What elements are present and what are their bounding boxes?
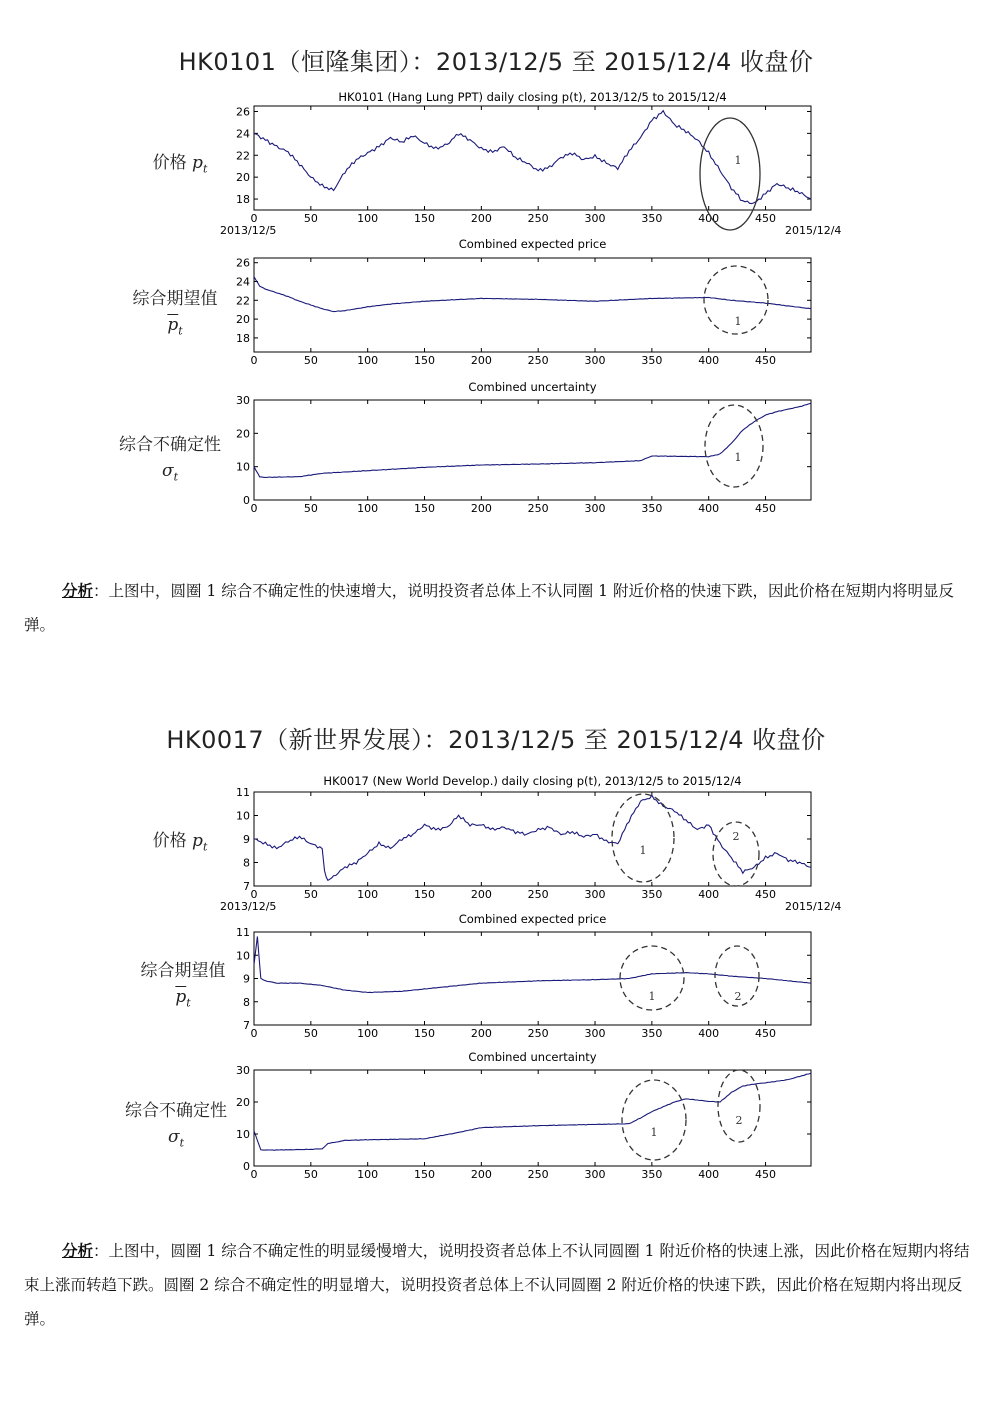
price-chart: [0, 766, 992, 916]
y-tick-label: 30: [236, 1064, 250, 1077]
analysis-paragraph: [24, 1234, 972, 1336]
analysis-keyword: 分析: [62, 581, 94, 600]
x-tick-label: 150: [414, 212, 436, 225]
x-tick-label: 50: [303, 1168, 318, 1181]
x-tick-label: 450: [755, 354, 777, 367]
section-title: HK0017（新世界发展）：2013/12/5 至 2015/12/4 收盘价: [166, 726, 826, 754]
x-tick-label: 50: [303, 212, 318, 225]
x-tick-label: 350: [641, 502, 663, 515]
x-tick-label: 400: [698, 1168, 720, 1181]
uncertainty-chart: [0, 1050, 992, 1180]
x-tick-label: 100: [357, 212, 379, 225]
x-tick-label: 150: [414, 354, 436, 367]
y-tick-label: 11: [236, 786, 250, 799]
y-tick-label: 8: [243, 856, 250, 870]
x-tick-label: 300: [584, 354, 606, 367]
x-tick-label: 250: [527, 888, 549, 901]
x-tick-label: 300: [584, 212, 606, 225]
panel-title: Combined expected price: [458, 912, 607, 926]
x-tick-label: 50: [303, 888, 318, 901]
x-tick-label: 150: [414, 1168, 436, 1181]
y-tick-label: 20: [236, 1096, 250, 1109]
y-tick-label: 7: [243, 880, 250, 893]
price-label-text: 价格: [152, 153, 187, 173]
x-tick-label: 350: [641, 888, 663, 901]
y-tick-label: 26: [236, 256, 250, 270]
x-tick-label: 0: [250, 212, 258, 225]
y-tick-label: 10: [236, 1128, 250, 1141]
x-tick-label: 250: [527, 1027, 549, 1040]
uncertainty-label-sub: t: [173, 470, 179, 484]
x-tick-label: 250: [527, 354, 549, 367]
expected-label-symbol: $\overline{p}$: [175, 987, 187, 1007]
analysis-text: ：上图中，圆圈 1 综合不确定性的快速增大，说明投资者总体上不认同圈 1 附近价格的快速下跌，因此价格在短期内将明显反弹。: [24, 582, 954, 634]
axes-frame: [254, 932, 811, 1025]
circle-label: 1: [734, 154, 742, 167]
x-tick-label: 200: [470, 354, 492, 367]
price-label-symbol: p: [192, 153, 203, 173]
expected-price-chart: [0, 912, 992, 1042]
y-tick-label: 22: [236, 149, 250, 163]
y-tick-label: 24: [236, 127, 250, 141]
x-tick-label: 400: [698, 1027, 720, 1040]
start-date-label: 2013/12/5: [220, 224, 277, 237]
y-tick-label: 24: [236, 275, 250, 289]
end-date-label: 2015/12/4: [785, 224, 842, 237]
x-tick-label: 300: [584, 502, 606, 515]
x-tick-label: 100: [357, 888, 379, 901]
x-tick-label: 350: [641, 354, 663, 367]
analysis-text: ：上图中，圆圈 1 综合不确定性的明显缓慢增大，说明投资者总体上不认同圆圈 1 附近价格的快速上涨，因此价格在短期内将结束上涨而转趋下跌。圆圈 2 综合不确定性的明显增大，说明投资者总体上不认同圆圈 2 附近价格的快速下跌，因此价格在短期内将出现反弹。: [24, 1242, 970, 1328]
x-tick-label: 250: [527, 1168, 549, 1181]
expected-label-symbol: $\overline{p}$: [167, 315, 179, 335]
y-tick-label: 10: [236, 949, 250, 963]
circle-label: 1: [734, 451, 742, 464]
y-tick-label: 26: [236, 105, 250, 119]
x-tick-label: 300: [584, 888, 606, 901]
y-tick-label: 18: [236, 193, 250, 207]
analysis-keyword: 分析: [62, 1241, 94, 1260]
circle-label: 2: [734, 990, 742, 1003]
y-tick-label: 10: [236, 809, 250, 823]
section-title: HK0101（恒隆集团）：2013/12/5 至 2015/12/4 收盘价: [178, 48, 814, 76]
x-tick-label: 200: [470, 1027, 492, 1040]
x-tick-label: 350: [641, 212, 663, 225]
panel-title: HK0017 (New World Develop.) daily closing p(t), 2013/12/5 to 2015/12/4: [323, 774, 742, 788]
x-tick-label: 0: [250, 1168, 258, 1181]
x-tick-label: 150: [414, 502, 436, 515]
y-tick-label: 20: [236, 427, 250, 441]
circle-label: 1: [650, 1126, 658, 1139]
x-tick-label: 100: [357, 1168, 379, 1181]
x-tick-label: 450: [755, 1168, 777, 1181]
x-tick-label: 450: [755, 212, 777, 225]
x-tick-label: 400: [698, 888, 720, 901]
axes-frame: [254, 1070, 811, 1166]
x-tick-label: 300: [584, 1027, 606, 1040]
expected-label-sub: t: [178, 324, 183, 338]
x-tick-label: 100: [357, 354, 379, 367]
x-tick-label: 200: [470, 502, 492, 515]
y-tick-label: 8: [243, 995, 250, 1009]
circle-label: 2: [735, 1114, 743, 1127]
uncertainty-label-text: 综合不确定性: [125, 1101, 227, 1121]
panel-title: Combined uncertainty: [468, 1050, 597, 1064]
y-tick-label: 20: [236, 313, 250, 327]
x-tick-label: 200: [470, 1168, 492, 1181]
x-tick-label: 300: [584, 1168, 606, 1181]
x-tick-label: 250: [527, 502, 549, 515]
y-tick-label: 0: [243, 1160, 250, 1173]
x-tick-label: 50: [303, 1027, 318, 1040]
x-tick-label: 50: [303, 354, 318, 367]
x-tick-label: 200: [470, 212, 492, 225]
circle-label: 1: [734, 315, 742, 328]
x-tick-label: 200: [470, 888, 492, 901]
panel-title: Combined expected price: [458, 237, 607, 251]
uncertainty-label-text: 综合不确定性: [119, 435, 221, 455]
x-tick-label: 400: [698, 354, 720, 367]
x-tick-label: 450: [755, 888, 777, 901]
x-tick-label: 450: [755, 502, 777, 515]
x-tick-label: 250: [527, 212, 549, 225]
uncertainty-label-sub: t: [179, 1136, 185, 1150]
y-tick-label: 20: [236, 171, 250, 185]
y-tick-label: 11: [236, 926, 250, 939]
x-tick-label: 350: [641, 1027, 663, 1040]
x-tick-label: 150: [414, 888, 436, 901]
y-tick-label: 18: [236, 331, 250, 345]
x-tick-label: 0: [250, 1027, 258, 1040]
x-tick-label: 100: [357, 502, 379, 515]
start-date-label: 2013/12/5: [220, 900, 277, 913]
x-tick-label: 450: [755, 1027, 777, 1040]
x-tick-label: 0: [250, 888, 258, 901]
expected-label-text: 综合期望值: [140, 961, 226, 981]
circle-label: 1: [639, 844, 647, 857]
y-tick-label: 22: [236, 294, 250, 308]
panel-title: Combined uncertainty: [468, 380, 597, 394]
uncertainty-label-symbol: σ: [161, 461, 174, 481]
circle-label: 2: [732, 830, 740, 843]
price-label-text: 价格: [152, 831, 187, 851]
price-label-symbol: p: [192, 831, 203, 851]
y-tick-label: 9: [243, 972, 250, 986]
y-tick-label: 30: [236, 394, 250, 407]
expected-label-text: 综合期望值: [132, 289, 218, 309]
x-tick-label: 100: [357, 1027, 379, 1040]
y-tick-label: 10: [236, 460, 250, 474]
price-label-sub: t: [202, 162, 208, 176]
y-tick-label: 0: [243, 494, 250, 507]
x-tick-label: 50: [303, 502, 318, 515]
x-tick-label: 400: [698, 502, 720, 515]
expected-label-sub: t: [186, 996, 191, 1010]
x-tick-label: 400: [698, 212, 720, 225]
price-label-sub: t: [202, 840, 208, 854]
y-tick-label: 9: [243, 833, 250, 846]
y-tick-label: 7: [243, 1019, 250, 1032]
x-tick-label: 0: [250, 354, 258, 367]
x-tick-label: 350: [641, 1168, 663, 1181]
x-tick-label: 150: [414, 1027, 436, 1040]
end-date-label: 2015/12/4: [785, 900, 842, 913]
panel-title: HK0101 (Hang Lung PPT) daily closing p(t), 2013/12/5 to 2015/12/4: [338, 90, 727, 104]
x-tick-label: 0: [250, 502, 258, 515]
uncertainty-label-symbol: σ: [167, 1127, 180, 1147]
axes-frame: [254, 792, 811, 886]
circle-label: 1: [648, 990, 656, 1003]
